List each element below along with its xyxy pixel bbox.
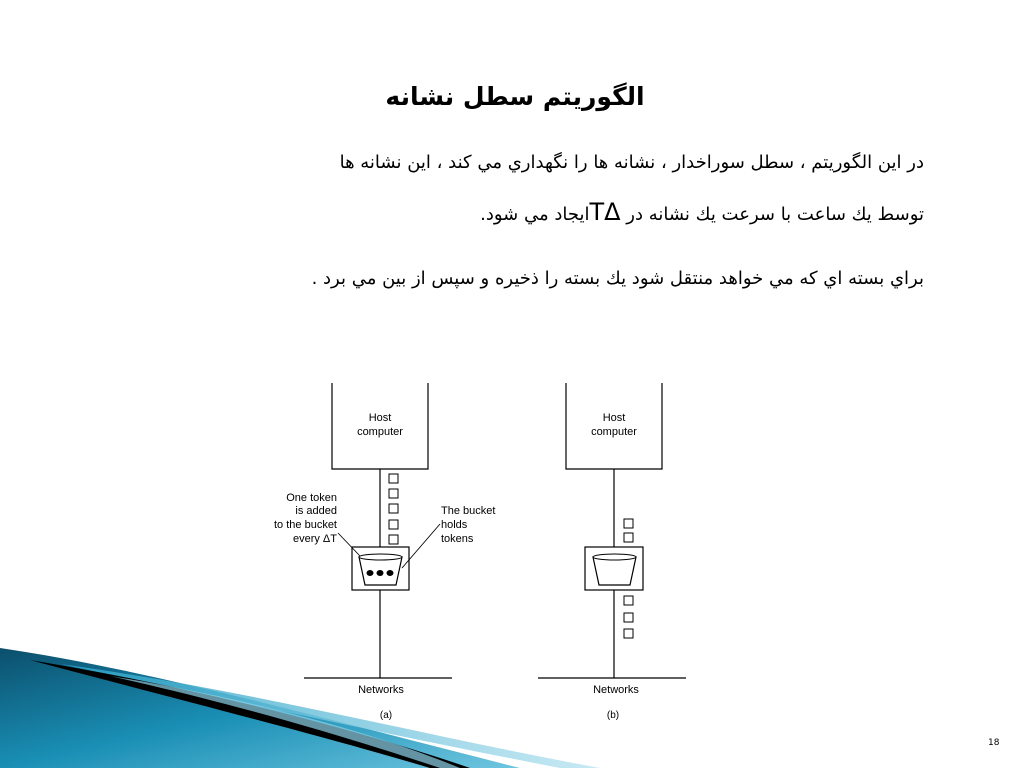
token-stream-b-below <box>624 596 633 638</box>
annotation-right-line: The bucket <box>441 505 496 517</box>
token-in-bucket <box>377 570 384 576</box>
token-stream-b-above <box>624 519 633 542</box>
delta-t-symbol: TΔ <box>589 198 621 226</box>
panel-b <box>538 383 686 721</box>
paragraph-1-line-2-part-1: توسط يك ساعت با سرعت يك نشانه در <box>620 204 924 225</box>
paragraph-1-line-1: در اين الگوريتم ، سطل سوراخدار ، نشانه ها را نگهداري مي كند ، اين نشانه ها <box>339 152 924 173</box>
panel-a <box>274 383 495 721</box>
bucket-b <box>593 557 636 585</box>
token <box>389 474 398 483</box>
token <box>624 629 633 638</box>
annotation-left-line: One token <box>286 492 337 504</box>
token-in-bucket <box>367 570 374 576</box>
annotation-left-line: to the bucket <box>274 519 337 531</box>
token <box>624 533 633 542</box>
bucket-tokens-a <box>367 570 394 576</box>
bucket-rim-a <box>359 554 402 560</box>
annotation-right-a <box>441 505 495 545</box>
bucket-rim-b <box>593 554 636 560</box>
token <box>389 489 398 498</box>
annotation-left-line: every ΔT <box>292 533 337 545</box>
slide-number: 18 <box>988 738 1000 748</box>
token <box>624 596 633 605</box>
host-label-b-line-2: computer <box>591 426 637 438</box>
host-label-a-line-2: computer <box>357 426 403 438</box>
annotation-left-pointer <box>338 533 360 556</box>
annotation-left-line: is added <box>295 505 337 517</box>
token <box>389 504 398 513</box>
token-in-bucket <box>387 570 394 576</box>
paragraph-1-line-2-part-2: ايجاد مي شود. <box>480 204 590 225</box>
caption-a: (a) <box>379 710 393 721</box>
host-label-a-line-1: Host <box>368 412 392 424</box>
host-label-b-line-1: Host <box>602 412 626 424</box>
annotation-right-line: holds <box>441 519 468 531</box>
network-label-a: Networks <box>358 684 404 696</box>
paragraph-2: براي بسته اي كه مي خواهد منتقل شود يك بسته را ذخيره و سپس از بين مي برد . <box>311 268 924 289</box>
network-label-b: Networks <box>593 684 639 696</box>
annotation-right-line: tokens <box>441 533 474 545</box>
annotation-left-a <box>274 492 337 545</box>
token-stream-a <box>389 474 398 544</box>
token <box>624 519 633 528</box>
token <box>389 520 398 529</box>
caption-b: (b) <box>606 710 620 721</box>
token <box>389 535 398 544</box>
annotation-right-pointer <box>402 524 440 568</box>
token <box>624 613 633 622</box>
slide-title: الگوريتم سطل نشانه <box>385 82 645 111</box>
